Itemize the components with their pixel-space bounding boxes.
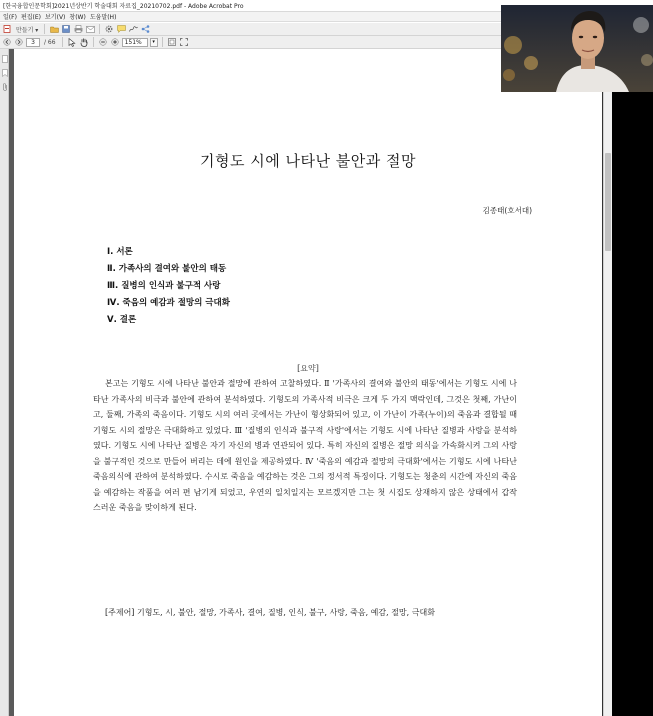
outside-area: [612, 92, 653, 716]
select-cursor-icon[interactable]: [67, 37, 77, 47]
fullscreen-icon[interactable]: [179, 37, 189, 47]
zoom-level-input[interactable]: 151%: [122, 38, 148, 47]
open-folder-icon[interactable]: [49, 24, 59, 34]
navigation-toolbar: [0, 36, 505, 49]
document-title: 기형도 시에 나타난 불안과 절망: [200, 152, 416, 170]
toolbar-separator: [62, 37, 63, 47]
toolbar-separator: [44, 24, 45, 34]
menu-view[interactable]: 보기(V): [45, 14, 66, 21]
window-title: [한국융합인문학회]2021년상반기 학술대회 자료집_20210702.pdf - Adobe Acrobat Pro: [3, 3, 244, 10]
menu-help[interactable]: 도움말(H): [89, 14, 117, 21]
webcam-person-image: [501, 5, 653, 92]
main-toolbar: [0, 23, 505, 36]
abstract-text: 본고는 기형도 시에 나타난 불안과 절망에 관하여 고찰하였다. Ⅱ '가족사의 결여와 불안의 태동'에서는 기형도 시에 나타난 가족사의 비극과 불안에 관하여 분석하였다. 기형도의 가족사적 비극은 크게 두 가지 맥락인데, 그것은 첫째, 가난이고, 둘째, 가족의 죽음이다. 기형도 시의 여러 곳에서는 가난이 형상화되어 있고, 이 가난이 가족(누이)의 죽음과 결합될 때 기형도 시의 절망은 극대화하고 있었다. Ⅲ '질병의 인식과 불구적 사랑'에서는 기형도 시에 나타난 질병과 사랑을 분석하였다. 기형도 시에 나타난 질병은 자기 자신의 병과 연관되어 있다. 특히 자신의 질병은 절망 의식을 가속화시켜 그의 사랑을 불구적인 것으로 만들어 버리는 데에 원인을 제공하였다. Ⅳ '죽음의 예감과 절망의 극대화'에서는 기형도 시에 나타난 죽음의식에 관하여 분석하였다. 수시로 죽음을 예감하는 것은 그의 정서적 특징이다. 기형도는 청춘의 시간에 자신의 죽음을 예감하는 작품을 여러 편 남기게 되었고, 우연의 일치일지는 모르겠지만 그는 첫 시집도 상재하지 않은 상태에서 갑작스러운 죽음을 맞이하게 된다.: [93, 379, 517, 512]
email-icon[interactable]: [85, 24, 95, 34]
share-icon[interactable]: [140, 24, 150, 34]
fit-page-icon[interactable]: [167, 37, 177, 47]
zoom-dropdown-chevron-down-icon[interactable]: ▾: [150, 38, 158, 47]
zoom-in-icon[interactable]: [110, 37, 120, 47]
menu-bar: [0, 12, 505, 22]
sign-icon[interactable]: [128, 24, 138, 34]
abstract-heading: [요약]: [297, 364, 319, 373]
gear-icon[interactable]: [104, 24, 114, 34]
toc-item: Ⅳ. 죽음의 예감과 절망의 극대화: [107, 298, 230, 308]
attachments-icon[interactable]: [1, 83, 8, 91]
window-titlebar: [0, 0, 505, 12]
page-thumbnails-icon[interactable]: [1, 55, 8, 63]
toc-item: Ⅰ. 서론: [107, 247, 133, 257]
toc-item: Ⅲ. 질병의 인식과 불구적 사랑: [107, 281, 221, 291]
pdf-page: [14, 49, 602, 716]
hand-icon[interactable]: [79, 37, 89, 47]
print-icon[interactable]: [73, 24, 83, 34]
comment-icon[interactable]: [116, 24, 126, 34]
page-number-input[interactable]: 3: [26, 38, 40, 47]
save-icon[interactable]: [61, 24, 71, 34]
bookmarks-icon[interactable]: [1, 69, 8, 77]
toc-item: Ⅱ. 가족사의 결여와 불안의 태동: [107, 264, 227, 274]
toolbar-separator: [99, 24, 100, 34]
toc-item: Ⅴ. 결론: [107, 315, 137, 325]
vertical-scrollbar[interactable]: [603, 49, 612, 716]
create-pdf-icon[interactable]: [2, 24, 12, 34]
home-icon[interactable]: [2, 37, 12, 47]
create-button[interactable]: 만들기 ▾: [16, 26, 39, 34]
keywords-text: [주제어] 기형도, 시, 불안, 절망, 가족사, 결여, 질병, 인식, 불구, 사랑, 죽음, 예감, 절망, 극대화: [105, 608, 435, 617]
scrollbar-thumb[interactable]: [605, 153, 611, 251]
navigation-pane: [0, 49, 9, 716]
zoom-out-icon[interactable]: [98, 37, 108, 47]
next-page-icon[interactable]: [14, 37, 24, 47]
toolbar-separator: [162, 37, 163, 47]
menu-edit[interactable]: 편집(E): [20, 14, 42, 21]
menu-window[interactable]: 창(W): [69, 14, 86, 21]
webcam-video-overlay: [501, 5, 653, 92]
page-total: / 66: [44, 38, 56, 46]
toolbar-separator: [93, 37, 94, 47]
document-author: 김종태(호서대): [482, 206, 532, 215]
menu-file[interactable]: 일(F): [3, 14, 17, 21]
